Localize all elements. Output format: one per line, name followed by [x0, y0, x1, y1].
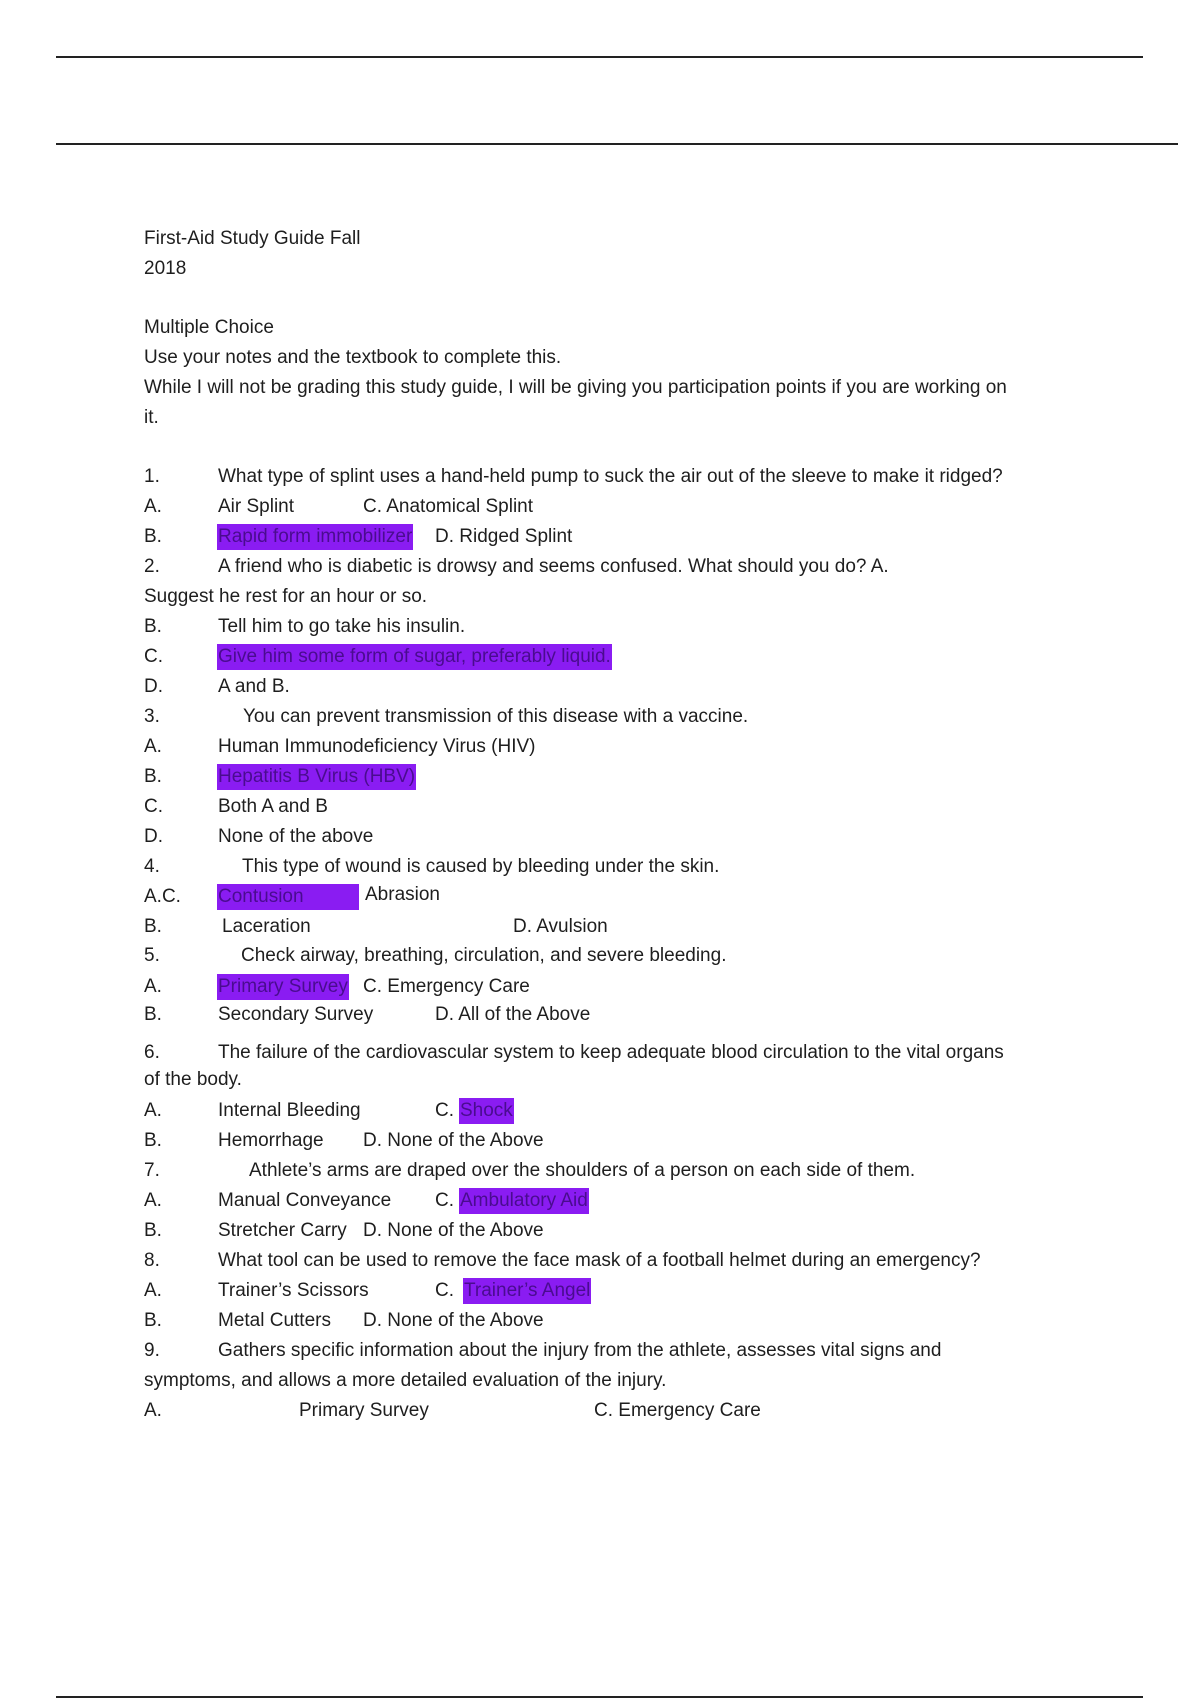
option-text: A and B. — [218, 676, 290, 697]
question-number: 7. — [144, 1160, 160, 1181]
option-letter: B. — [144, 766, 162, 787]
option-text: Hemorrhage — [218, 1130, 324, 1151]
option-text: D. Avulsion — [513, 916, 608, 937]
option-letter: C. — [144, 646, 163, 667]
option-letter: B. — [144, 1220, 162, 1241]
instruction-line: Use your notes and the textbook to complete this. — [144, 347, 562, 368]
question-number: 5. — [144, 945, 160, 966]
option-text: Primary Survey — [299, 1400, 429, 1421]
option-letter: B. — [144, 1130, 162, 1151]
option-text: Stretcher Carry — [218, 1220, 347, 1241]
option-text: Manual Conveyance — [218, 1190, 392, 1211]
option-letter: C. — [144, 796, 163, 817]
question-text: The failure of the cardiovascular system to keep adequate blood circulation to the vital organs — [218, 1042, 1004, 1063]
question-text: symptoms, and allows a more detailed evaluation of the injury. — [144, 1370, 667, 1391]
option-letter: D. — [144, 676, 163, 697]
option-text: Metal Cutters — [218, 1310, 331, 1331]
option-letter: C. — [435, 1280, 454, 1301]
option-letter: A. — [144, 1400, 162, 1421]
highlighted-answer: Contusion — [217, 884, 359, 910]
option-text: C. Emergency Care — [594, 1400, 761, 1421]
option-letter: C. — [435, 1100, 454, 1121]
option-letter: B. — [144, 526, 162, 547]
highlighted-answer: Trainer’s Angel — [463, 1278, 591, 1304]
question-text: Athlete’s arms are draped over the shoulders of a person on each side of them. — [249, 1160, 916, 1181]
option-letter: A. — [144, 1280, 162, 1301]
question-text: Gathers specific information about the injury from the athlete, assesses vital signs and — [218, 1340, 942, 1361]
question-text: What tool can be used to remove the face mask of a football helmet during an emergency? — [218, 1250, 981, 1271]
option-text: D. Ridged Splint — [435, 526, 573, 547]
option-letter: C. — [435, 1190, 454, 1211]
option-letter: D. — [144, 826, 163, 847]
option-text: Human Immunodeficiency Virus (HIV) — [218, 736, 536, 757]
section-heading: Multiple Choice — [144, 317, 274, 338]
question-text: You can prevent transmission of this disease with a vaccine. — [243, 706, 749, 727]
option-text: Suggest he rest for an hour or so. — [144, 586, 428, 607]
option-text: D. None of the Above — [363, 1310, 544, 1331]
bottom-rule — [56, 1696, 1143, 1698]
option-text: Tell him to go take his insulin. — [218, 616, 466, 637]
option-text: Air Splint — [218, 496, 295, 517]
highlighted-answer: Ambulatory Aid — [459, 1188, 589, 1214]
option-text: D. All of the Above — [435, 1004, 591, 1025]
highlighted-answer: Shock — [459, 1098, 514, 1124]
option-text: Abrasion — [365, 884, 440, 905]
option-letter: B. — [144, 916, 162, 937]
instruction-line: While I will not be grading this study guide, I will be giving you participation points if you are working on — [144, 377, 1007, 398]
option-text: Internal Bleeding — [218, 1100, 361, 1121]
option-letter: B. — [144, 1004, 162, 1025]
option-text: D. None of the Above — [363, 1220, 544, 1241]
question-text: This type of wound is caused by bleeding under the skin. — [242, 856, 720, 877]
option-letter: A. — [144, 976, 162, 997]
option-letter: A. — [144, 496, 162, 517]
option-text: C. Emergency Care — [363, 976, 530, 997]
option-letter: B. — [144, 1310, 162, 1331]
question-text: A friend who is diabetic is drowsy and seems confused. What should you do? A. — [218, 556, 889, 577]
option-text: None of the above — [218, 826, 374, 847]
option-text: Laceration — [222, 916, 311, 937]
option-letter: A. — [144, 736, 162, 757]
question-number: 1. — [144, 466, 160, 487]
top-rule — [56, 56, 1143, 58]
question-number: 9. — [144, 1340, 160, 1361]
question-number: 3. — [144, 706, 160, 727]
option-text: Trainer’s Scissors — [218, 1280, 369, 1301]
header-rule — [56, 143, 1178, 145]
option-letter: A.C. — [144, 886, 181, 907]
option-text: C. Anatomical Splint — [363, 496, 534, 517]
option-letter: A. — [144, 1190, 162, 1211]
instruction-line: it. — [144, 407, 159, 428]
highlighted-answer: Primary Survey — [217, 974, 349, 1000]
highlighted-answer: Rapid form immobilizer — [217, 524, 413, 550]
option-text: Secondary Survey — [218, 1004, 374, 1025]
option-text: D. None of the Above — [363, 1130, 544, 1151]
question-number: 2. — [144, 556, 160, 577]
doc-title: First-Aid Study Guide Fall — [144, 228, 361, 249]
highlighted-answer: Hepatitis B Virus (HBV) — [217, 764, 416, 790]
highlighted-answer: Give him some form of sugar, preferably liquid. — [217, 644, 612, 670]
question-text: What type of splint uses a hand-held pump to suck the air out of the sleeve to make it ridged? — [218, 466, 1003, 487]
question-number: 8. — [144, 1250, 160, 1271]
question-text: Check airway, breathing, circulation, and severe bleeding. — [241, 945, 727, 966]
option-text: Both A and B — [218, 796, 328, 817]
question-text: of the body. — [144, 1069, 242, 1090]
question-number: 4. — [144, 856, 160, 877]
option-letter: A. — [144, 1100, 162, 1121]
question-number: 6. — [144, 1042, 160, 1063]
doc-year: 2018 — [144, 258, 187, 279]
option-letter: B. — [144, 616, 162, 637]
